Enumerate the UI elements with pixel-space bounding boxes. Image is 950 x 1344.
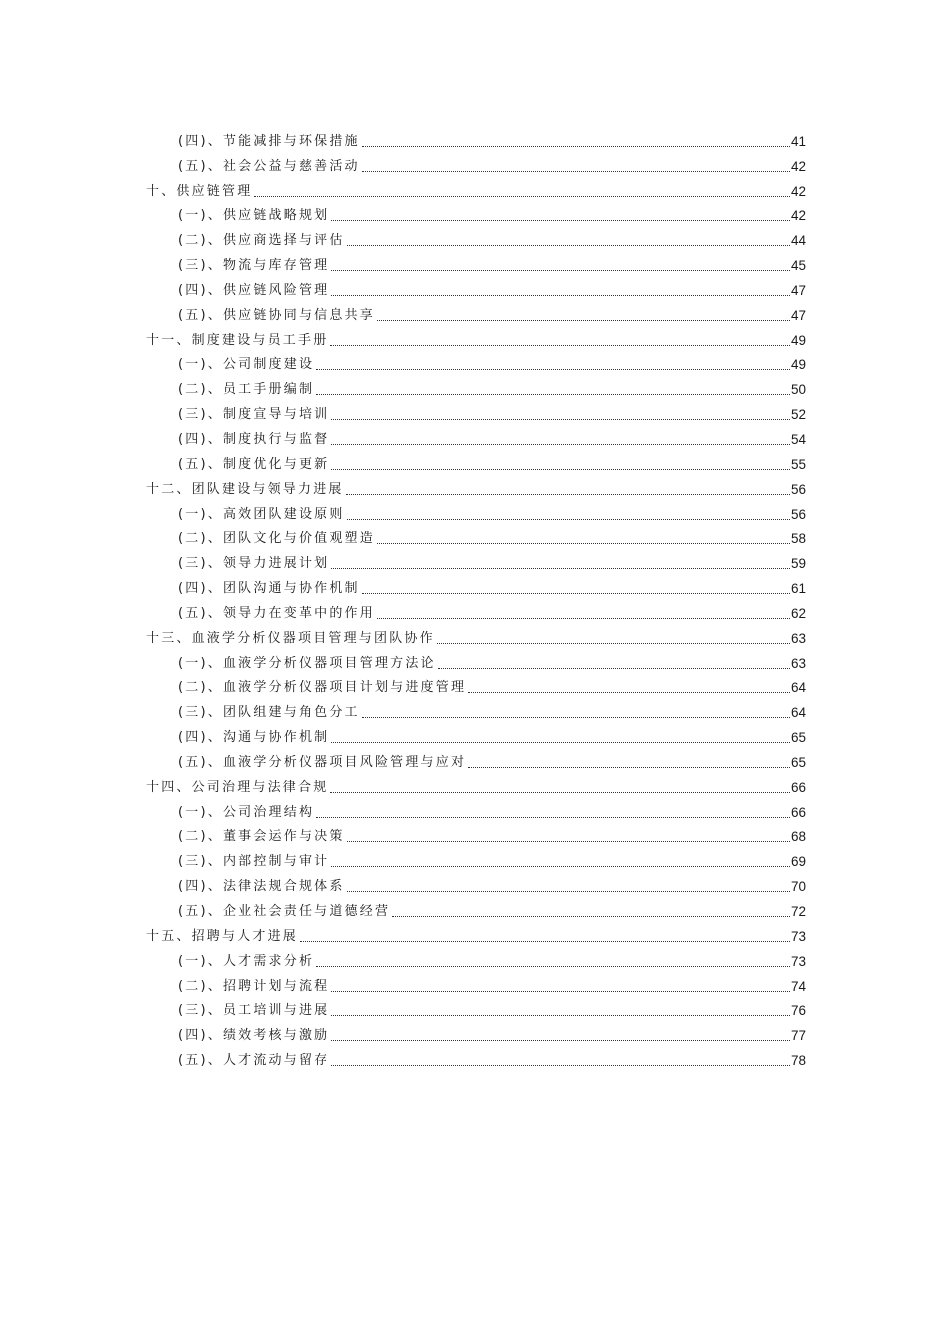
toc-entry-title: (三)、员工培训与进展 xyxy=(178,1003,330,1019)
toc-dot-leader xyxy=(331,1015,790,1016)
toc-dot-leader xyxy=(377,543,790,544)
toc-dot-leader xyxy=(331,866,790,867)
toc-entry-title: (一)、血液学分析仪器项目管理方法论 xyxy=(178,655,436,671)
toc-section-entry[interactable] xyxy=(146,647,806,672)
toc-dot-leader xyxy=(331,568,790,569)
toc-entry-title: (三)、领导力进展计划 xyxy=(178,556,330,572)
toc-entry-title: 十四、公司治理与法律合规 xyxy=(146,779,329,795)
toc-page-number: 76 xyxy=(790,1003,806,1019)
toc-entry-title: (四)、团队沟通与协作机制 xyxy=(178,581,360,597)
toc-entry-title: (五)、供应链协同与信息共享 xyxy=(178,307,375,323)
toc-entry-title: (三)、物流与库存管理 xyxy=(178,258,330,274)
toc-section-entry[interactable] xyxy=(146,423,806,448)
toc-page-number: 55 xyxy=(790,456,806,472)
toc-dot-leader xyxy=(362,593,790,594)
toc-page-number: 72 xyxy=(790,904,806,919)
toc-entry-title: (一)、供应链战略规划 xyxy=(178,208,330,224)
toc-dot-leader xyxy=(468,692,790,693)
toc-section-entry[interactable] xyxy=(146,125,806,150)
toc-page-number: 42 xyxy=(790,208,806,224)
toc-page-number: 61 xyxy=(790,581,806,597)
toc-dot-leader xyxy=(347,245,790,246)
toc-entry-title: (五)、企业社会责任与道德经营 xyxy=(178,904,391,919)
toc-entry-title: (五)、血液学分析仪器项目风险管理与应对 xyxy=(178,754,467,770)
toc-entry-title: (四)、沟通与协作机制 xyxy=(178,730,330,746)
toc-page-number: 73 xyxy=(790,953,806,969)
toc-entry-title: 十三、血液学分析仪器项目管理与团队协作 xyxy=(146,630,435,646)
toc-page-number: 52 xyxy=(790,407,806,423)
toc-dot-leader xyxy=(331,295,790,296)
toc-chapter-entry[interactable] xyxy=(146,473,806,498)
toc-entry-title: (二)、员工手册编制 xyxy=(178,382,315,398)
toc-section-entry[interactable] xyxy=(146,995,806,1020)
toc-page-number: 73 xyxy=(790,928,806,944)
toc-page-number: 66 xyxy=(790,779,806,795)
toc-section-entry[interactable] xyxy=(146,721,806,746)
toc-page-number: 65 xyxy=(790,754,806,770)
toc-entry-title: (三)、团队组建与角色分工 xyxy=(178,705,360,721)
toc-page-number: 63 xyxy=(790,630,806,646)
toc-page-number: 49 xyxy=(790,332,806,348)
toc-dot-leader xyxy=(330,345,790,346)
toc-dot-leader xyxy=(468,767,790,768)
toc-dot-leader xyxy=(346,494,790,495)
toc-page-number: 59 xyxy=(790,556,806,572)
toc-section-entry[interactable] xyxy=(146,970,806,995)
toc-dot-leader xyxy=(331,742,790,743)
toc-dot-leader xyxy=(331,220,790,221)
toc-page-number: 54 xyxy=(790,431,806,447)
toc-entry-title: (二)、招聘计划与流程 xyxy=(178,978,330,994)
toc-dot-leader xyxy=(331,1065,790,1066)
toc-entry-title: 十二、团队建设与领导力进展 xyxy=(146,481,344,497)
toc-dot-leader xyxy=(300,941,790,942)
toc-page-number: 68 xyxy=(790,829,806,845)
toc-page-number: 74 xyxy=(790,978,806,994)
toc-page-number: 56 xyxy=(790,481,806,497)
toc-section-entry[interactable] xyxy=(146,498,806,523)
toc-dot-leader xyxy=(362,717,790,718)
toc-section-entry[interactable] xyxy=(146,696,806,721)
toc-dot-leader xyxy=(437,643,790,644)
toc-dot-leader xyxy=(362,146,790,147)
toc-chapter-entry[interactable] xyxy=(146,175,806,200)
toc-dot-leader xyxy=(347,891,790,892)
toc-section-entry[interactable] xyxy=(146,398,806,423)
toc-dot-leader xyxy=(316,817,790,818)
toc-section-entry[interactable] xyxy=(146,523,806,548)
toc-entry-title: 十一、制度建设与员工手册 xyxy=(146,332,329,348)
toc-entry-title: 十、供应链管理 xyxy=(146,183,253,199)
toc-entry-title: (一)、公司治理结构 xyxy=(178,804,315,820)
toc-dot-leader xyxy=(347,841,790,842)
table-of-contents xyxy=(146,125,806,1069)
toc-entry-title: (二)、团队文化与价值观塑造 xyxy=(178,531,375,547)
toc-section-entry[interactable] xyxy=(146,1019,806,1044)
toc-entry-title: (五)、社会公益与慈善活动 xyxy=(178,158,360,174)
toc-page-number: 45 xyxy=(790,258,806,274)
toc-entry-title: (二)、供应商选择与评估 xyxy=(178,233,345,249)
toc-section-entry[interactable] xyxy=(146,1044,806,1069)
toc-section-entry[interactable] xyxy=(146,200,806,225)
toc-page-number: 50 xyxy=(790,382,806,398)
toc-entry-title: (四)、供应链风险管理 xyxy=(178,282,330,298)
toc-section-entry[interactable] xyxy=(146,448,806,473)
toc-dot-leader xyxy=(331,444,790,445)
toc-section-entry[interactable] xyxy=(146,870,806,895)
toc-page-number: 58 xyxy=(790,531,806,547)
toc-page-number: 41 xyxy=(790,133,806,149)
toc-dot-leader xyxy=(377,618,790,619)
toc-section-entry[interactable] xyxy=(146,672,806,697)
toc-page-number: 49 xyxy=(790,357,806,373)
toc-dot-leader xyxy=(362,171,790,172)
toc-entry-title: (四)、绩效考核与激励 xyxy=(178,1028,330,1044)
toc-section-entry[interactable] xyxy=(146,274,806,299)
toc-page-number: 69 xyxy=(790,854,806,870)
toc-dot-leader xyxy=(438,668,790,669)
toc-page-number: 64 xyxy=(790,705,806,721)
toc-section-entry[interactable] xyxy=(146,224,806,249)
toc-chapter-entry[interactable] xyxy=(146,771,806,796)
toc-entry-title: (五)、人才流动与留存 xyxy=(178,1053,330,1069)
toc-section-entry[interactable] xyxy=(146,547,806,572)
toc-dot-leader xyxy=(316,369,790,370)
toc-section-entry[interactable] xyxy=(146,746,806,771)
toc-entry-title: (四)、制度执行与监督 xyxy=(178,431,330,447)
toc-entry-title: (一)、人才需求分析 xyxy=(178,953,315,969)
toc-page-number: 64 xyxy=(790,680,806,696)
toc-entry-title: (一)、公司制度建设 xyxy=(178,357,315,373)
toc-page-number: 44 xyxy=(790,233,806,249)
toc-page-number: 42 xyxy=(790,183,806,199)
toc-page-number: 63 xyxy=(790,655,806,671)
toc-section-entry[interactable] xyxy=(146,249,806,274)
toc-entry-title: 十五、招聘与人才进展 xyxy=(146,928,299,944)
toc-section-entry[interactable] xyxy=(146,299,806,324)
toc-page-number: 65 xyxy=(790,730,806,746)
toc-entry-title: (五)、领导力在变革中的作用 xyxy=(178,605,375,621)
toc-dot-leader xyxy=(316,394,790,395)
toc-page-number: 42 xyxy=(790,158,806,174)
toc-entry-title: (二)、血液学分析仪器项目计划与进度管理 xyxy=(178,680,467,696)
toc-section-entry[interactable] xyxy=(146,373,806,398)
toc-entry-title: (五)、制度优化与更新 xyxy=(178,456,330,472)
toc-dot-leader xyxy=(347,519,790,520)
toc-dot-leader xyxy=(377,320,790,321)
toc-section-entry[interactable] xyxy=(146,845,806,870)
toc-page-number: 78 xyxy=(790,1053,806,1069)
toc-page-number: 77 xyxy=(790,1028,806,1044)
toc-section-entry[interactable] xyxy=(146,895,806,920)
toc-entry-title: (四)、节能减排与环保措施 xyxy=(178,133,360,149)
toc-chapter-entry[interactable] xyxy=(146,324,806,349)
toc-page-number: 56 xyxy=(790,506,806,522)
toc-dot-leader xyxy=(392,916,790,917)
toc-dot-leader xyxy=(316,966,790,967)
toc-dot-leader xyxy=(331,991,790,992)
toc-page-number: 62 xyxy=(790,605,806,621)
toc-entry-title: (三)、内部控制与审计 xyxy=(178,854,330,870)
toc-section-entry[interactable] xyxy=(146,796,806,821)
toc-dot-leader xyxy=(331,270,790,271)
toc-dot-leader xyxy=(254,196,790,197)
toc-dot-leader xyxy=(331,1040,790,1041)
toc-section-entry[interactable] xyxy=(146,349,806,374)
toc-page-number: 47 xyxy=(790,307,806,323)
toc-section-entry[interactable] xyxy=(146,572,806,597)
toc-section-entry[interactable] xyxy=(146,945,806,970)
toc-dot-leader xyxy=(330,792,790,793)
toc-entry-title: (四)、法律法规合规体系 xyxy=(178,879,345,895)
toc-chapter-entry[interactable] xyxy=(146,920,806,945)
toc-page-number: 66 xyxy=(790,804,806,820)
toc-entry-title: (三)、制度宣导与培训 xyxy=(178,407,330,423)
toc-dot-leader xyxy=(331,419,790,420)
toc-section-entry[interactable] xyxy=(146,821,806,846)
toc-entry-title: (二)、董事会运作与决策 xyxy=(178,829,345,845)
toc-section-entry[interactable] xyxy=(146,597,806,622)
toc-page-number: 70 xyxy=(790,879,806,895)
toc-section-entry[interactable] xyxy=(146,150,806,175)
toc-entry-title: (一)、高效团队建设原则 xyxy=(178,506,345,522)
toc-dot-leader xyxy=(331,469,790,470)
toc-chapter-entry[interactable] xyxy=(146,622,806,647)
toc-page-number: 47 xyxy=(790,282,806,298)
